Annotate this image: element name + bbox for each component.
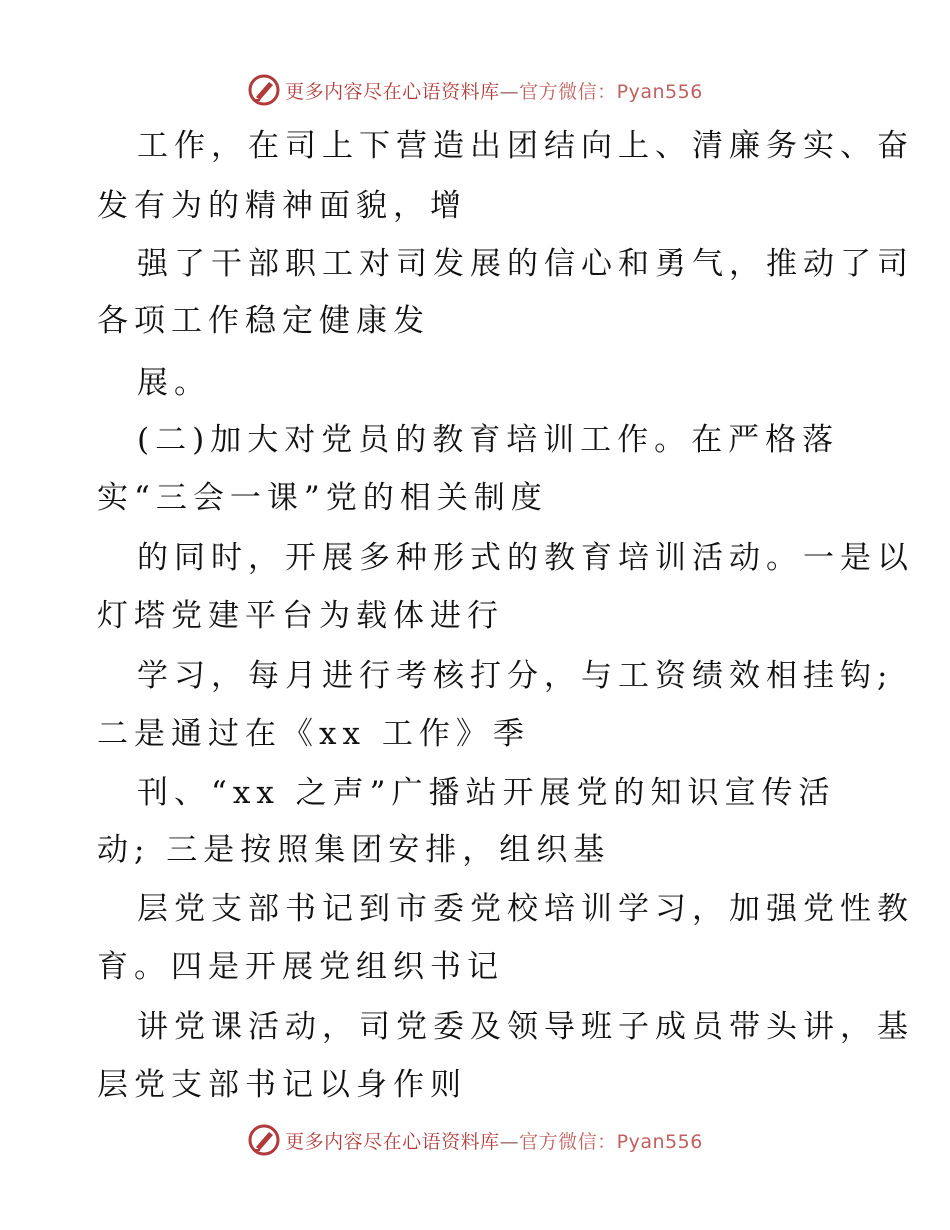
text-line: 育。四是开展党组织书记 [97, 949, 504, 985]
text-line: 工作，在司上下营造出团结向上、清廉务实、奋 [137, 128, 914, 164]
text-line: 展。 [137, 365, 211, 401]
text-line: 学习，每月进行考核打分，与工资绩效相挂钩; [137, 658, 894, 694]
text-line: 二是通过在《xx 工作》季 [97, 716, 530, 752]
text-line: 讲党课活动，司党委及领导班子成员带头讲，基 [137, 1009, 914, 1045]
text-line: 刊、“xx 之声”广播站开展党的知识宣传活 [137, 775, 836, 811]
text-line: 层党支部书记以身作则 [97, 1067, 467, 1103]
text-line: (二)加大对党员的教育培训工作。在严格落 [137, 422, 840, 458]
header-banner [0, 70, 950, 110]
text-line: 的同时，开展多种形式的教育培训活动。一是以 [137, 540, 914, 576]
footer-banner [0, 1120, 950, 1160]
footer-banner-text [285, 1127, 703, 1154]
footer-separator: — [499, 1130, 520, 1153]
text-line: 发有为的精神面貌，增 [97, 188, 467, 224]
header-brand-text: 更多内容尽在心语资料库 [285, 80, 500, 103]
text-line: 动; 三是按照集团安排，组织基 [97, 832, 611, 868]
quill-logo-icon [247, 1123, 281, 1157]
header-wechat-text: 官方微信：Pyan556 [519, 80, 703, 103]
footer-wechat-text: 官方微信：Pyan556 [519, 1130, 703, 1153]
header-separator: — [499, 80, 520, 103]
header-banner-text [285, 77, 703, 104]
text-line: 各项工作稳定健康发 [97, 303, 430, 339]
text-line: 灯塔党建平台为载体进行 [97, 598, 504, 634]
footer-brand-text: 更多内容尽在心语资料库 [285, 1130, 500, 1153]
quill-logo-icon [247, 73, 281, 107]
text-line: 实“三会一课”党的相关制度 [97, 480, 548, 516]
text-line: 层党支部书记到市委党校培训学习，加强党性教 [137, 891, 914, 927]
text-line: 强了干部职工对司发展的信心和勇气，推动了司 [137, 246, 914, 282]
